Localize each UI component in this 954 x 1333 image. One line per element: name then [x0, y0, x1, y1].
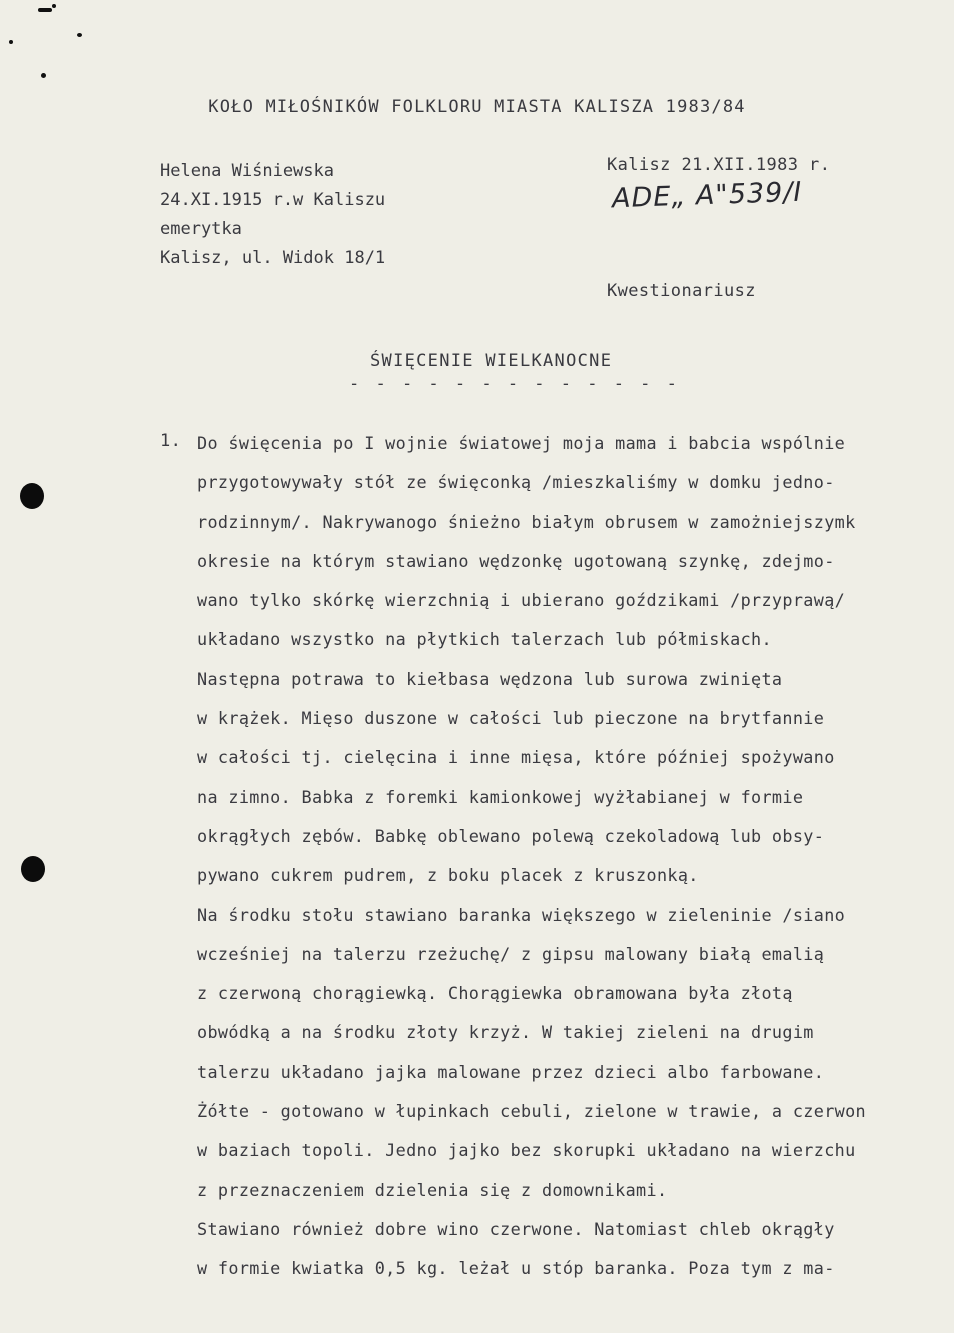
text-line: wano tylko skórkę wierzchnią i ubierano goździkami /przyprawą/: [197, 590, 846, 611]
text-line: z przeznaczeniem dzielenia się z domownikami.: [197, 1179, 668, 1200]
ink-speck: [9, 40, 13, 44]
text-line: Stawiano również dobre wino czerwone. Natomiast chleb okrągły: [197, 1218, 835, 1239]
text-line: Na środku stołu stawiano baranka większego w zieleninie /siano: [197, 904, 846, 925]
text-line: talerzu układano jajka malowane przez dzieci albo farbowane.: [197, 1061, 825, 1082]
ink-speck: [77, 33, 82, 37]
title-underline: - - - - - - - - - - - - -: [349, 374, 680, 394]
punch-hole: [20, 483, 44, 509]
text-line: wcześniej na talerzu rzeżuchę/ z gipsu malowany białą emalią: [197, 943, 825, 964]
informant-block: [160, 157, 385, 273]
document-type: Kwestionariusz: [607, 281, 756, 301]
punch-hole: [21, 856, 45, 882]
ink-speck: [38, 8, 52, 12]
text-line: Żółte - gotowano w łupinkach cebuli, zielone w trawie, a czerwon: [197, 1101, 867, 1122]
text-line: w krążek. Mięso duszone w całości lub pieczone na brytfannie: [197, 708, 825, 729]
text-line: okresie na którym stawiano wędzonkę ugotowaną szynkę, zdejmo-: [197, 550, 835, 571]
text-line: na zimno. Babka z foremki kamionkowej wyżłabianej w formie: [197, 786, 804, 807]
text-line: w formie kwiatka 0,5 kg. leżał u stóp baranka. Poza tym z ma-: [197, 1258, 835, 1279]
ink-speck: [52, 4, 56, 8]
text-line: Do święcenia po I wojnie światowej moja mama i babcia wspólnie: [197, 433, 846, 453]
section-number: 1.: [160, 431, 182, 451]
text-line: w baziach topoli. Jedno jajko bez skorupki układano na wierzchu: [197, 1140, 856, 1161]
text-line: w całości tj. cielęcina i inne mięsa, które później spożywano: [197, 747, 835, 768]
place-date: Kalisz 21.XII.1983 r.: [607, 155, 831, 175]
organization-heading: KOŁO MIŁOŚNIKÓW FOLKLORU MIASTA KALISZA 1983/84: [208, 97, 746, 117]
text-line: przygotowywały stół ze święconką /mieszkaliśmy w domku jedno-: [197, 472, 835, 493]
informant-address: Kalisz, ul. Widok 18/1: [160, 248, 386, 268]
section-text: [197, 424, 954, 1289]
text-line: z czerwoną chorągiewką. Chorągiewka obramowana była złotą: [197, 983, 793, 1004]
informant-name: Helena Wiśniewska: [160, 161, 334, 181]
informant-birth: 24.XI.1915 r.w Kaliszu: [160, 190, 386, 210]
text-line: pywano cukrem pudrem, z boku placek z kruszonką.: [197, 865, 699, 886]
text-line: obwódką a na środku złoty krzyż. W takiej zieleni na drugim: [197, 1022, 814, 1043]
archive-mark: ADE„ A"539/I: [611, 176, 803, 215]
ink-speck: [41, 73, 46, 78]
text-line: rodzinnym/. Nakrywanogo śnieżno białym obrusem w zamożniejszymk: [197, 511, 856, 532]
informant-occupation: emerytka: [160, 219, 242, 239]
document-title: ŚWIĘCENIE WIELKANOCNE: [370, 351, 613, 371]
text-line: układano wszystko na płytkich talerzach lub półmiskach.: [197, 629, 772, 650]
text-line: Następna potrawa to kiełbasa wędzona lub surowa zwinięta: [197, 668, 783, 689]
text-line: okrągłych zębów. Babkę oblewano polewą czekoladową lub obsy-: [197, 825, 825, 846]
